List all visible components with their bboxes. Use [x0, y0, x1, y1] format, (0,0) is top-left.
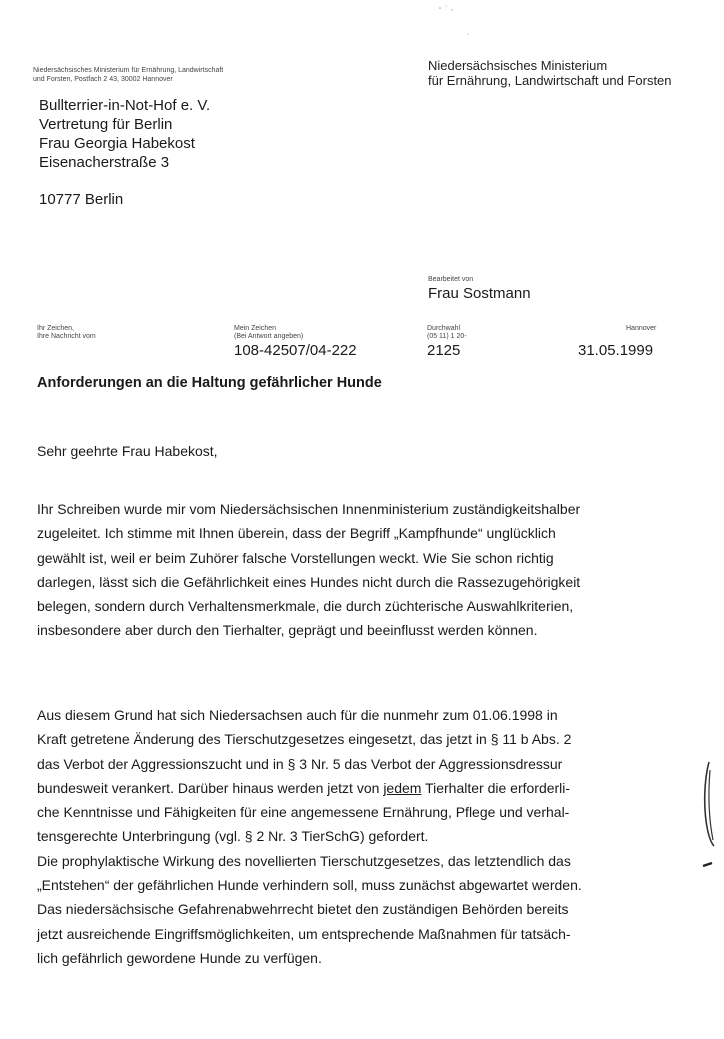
sender-address-line: Niedersächsisches Ministerium für Ernährung, Landwirtschaft und Forsten, Postfach 2 43, 30002 Hannover: [33, 67, 224, 83]
my-reference-label: Mein Zeichen (Bei Antwort angeben): [234, 325, 304, 340]
emphasized-word: jedem: [383, 779, 422, 796]
text-line: insbesondere aber durch den Tierhalter, geprägt und beeinflusst werden können.: [37, 622, 538, 639]
letter-subject: Anforderungen an die Haltung gefährlicher Hunde: [37, 375, 382, 391]
text-line: che Kenntnisse und Fähigkeiten für eine angemessene Ernährung, Pflege und verhal-: [37, 804, 570, 821]
text-line: Kraft getretene Änderung des Tierschutzgesetzes eingesetzt, das jetzt in § 11 b Abs. 2: [37, 731, 572, 748]
text-line: tensgerechte Unterbringung (vgl. § 2 Nr. 3 TierSchG) gefordert.: [37, 828, 429, 845]
processed-by-label: Bearbeitet von: [428, 276, 474, 283]
text-line: darlegen, lässt sich die Gefährlichkeit eines Hundes nicht durch die Rassezugehörigkeit: [37, 573, 581, 590]
text-line: Die prophylaktische Wirkung des novellierten Tierschutzgesetzes, das letztendlich das: [37, 852, 571, 869]
place-label: Hannover: [626, 325, 657, 332]
text-line: gewählt ist, weil er beim Zuhörer falsche Vorstellungen weckt. Wie Sie schon richtig: [37, 549, 554, 566]
recipient-city: 10777 Berlin: [39, 191, 124, 208]
handwritten-margin-mark: [700, 760, 720, 870]
your-reference-label: Ihr Zeichen, Ihre Nachricht vom: [37, 325, 96, 340]
text-line: bundesweit verankert. Darüber hinaus werden jetzt von jedem Tierhalter die erforderli-: [37, 779, 571, 796]
scan-speck-mark: [432, 2, 472, 42]
text-line: Das niedersächsische Gefahrenabwehrrecht bietet den zuständigen Behörden bereits: [37, 901, 569, 918]
text-line: Aus diesem Grund hat sich Niedersachsen auch für die nunmehr zum 01.06.1998 in: [37, 707, 558, 723]
recipient-line: Frau Georgia Habekost: [39, 135, 195, 152]
recipient-line: Eisenacherstraße 3: [39, 154, 170, 171]
text-line: das Verbot der Aggressionszucht und in § 3 Nr. 5 das Verbot der Aggressionsdressur: [37, 755, 563, 772]
text-line: „Entstehen“ der gefährlichen Hunde verhindern soll, muss zunächst abgewartet werden.: [37, 877, 582, 894]
text-line: lich gefährlich gewordene Hunde zu verfügen.: [37, 949, 322, 966]
text-line: belegen, sondern durch Verhaltensmerkmale, die durch züchterische Auswahlkriterien,: [37, 598, 574, 615]
recipient-address: [39, 96, 210, 172]
processed-by-value: Frau Sostmann: [428, 285, 531, 302]
paragraph-1: [37, 497, 687, 643]
phone-extension-label: Durchwahl (05 11) 1 20-: [427, 325, 467, 340]
text-line: jetzt ausreichende Eingriffsmöglichkeiten, um entsprechende Maßnahmen für tatsäch-: [37, 925, 571, 942]
text-line: Ihr Schreiben wurde mir vom Niedersächsischen Innenministerium zuständigkeitshalber: [37, 501, 581, 517]
phone-extension-value: 2125: [427, 342, 461, 359]
paragraph-2: [37, 703, 687, 970]
recipient-line: Vertretung für Berlin: [39, 116, 173, 133]
salutation: Sehr geehrte Frau Habekost,: [37, 443, 218, 459]
recipient-line: Bullterrier-in-Not-Hof e. V.: [39, 97, 211, 114]
my-reference-value: 108-42507/04-222: [234, 342, 357, 359]
ministry-letterhead: Niedersächsisches Ministerium für Ernährung, Landwirtschaft und Forsten: [428, 58, 672, 88]
text-line: zugeleitet. Ich stimme mit Ihnen überein, dass der Begriff „Kampfhunde“ unglücklich: [37, 525, 556, 542]
letter-date: 31.05.1999: [578, 342, 654, 359]
